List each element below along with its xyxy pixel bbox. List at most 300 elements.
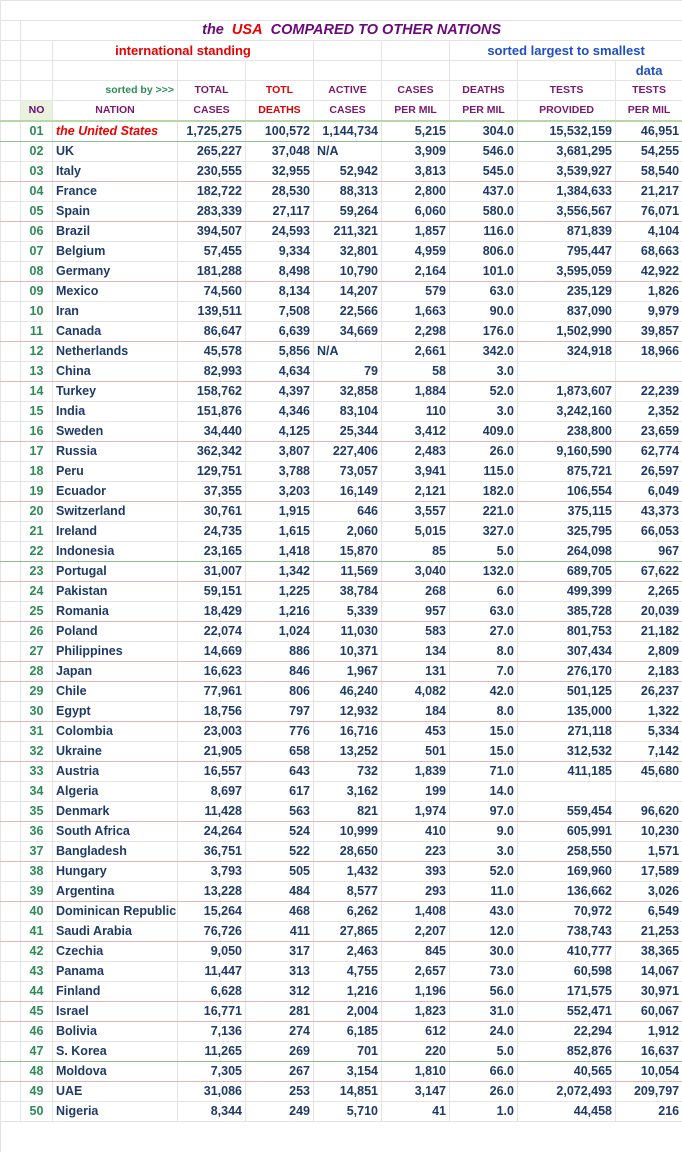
tests-per-mil: 5,334	[616, 722, 682, 742]
total-deaths: 4,346	[246, 402, 314, 422]
blank-cell	[1, 582, 21, 602]
tests-per-mil: 26,597	[616, 462, 682, 482]
deaths-per-mil: 101.0	[450, 262, 518, 282]
blank-cell	[1, 882, 21, 902]
active-cases: 10,371	[314, 642, 382, 662]
total-cases: 283,339	[178, 202, 246, 222]
total-cases: 24,264	[178, 822, 246, 842]
row-number: 09	[21, 282, 53, 302]
active-cases: 13,252	[314, 742, 382, 762]
total-cases: 18,756	[178, 702, 246, 722]
total-cases: 1,725,275	[178, 121, 246, 142]
total-deaths: 317	[246, 942, 314, 962]
total-deaths: 1,915	[246, 502, 314, 522]
deaths-per-mil: 132.0	[450, 562, 518, 582]
blank-cell	[1, 162, 21, 182]
tests-provided: 871,839	[518, 222, 616, 242]
cases-per-mil: 134	[382, 642, 450, 662]
cases-per-mil: 1,974	[382, 802, 450, 822]
header-cases: CASES	[382, 81, 450, 101]
row-number: 11	[21, 322, 53, 342]
table-row	[1, 902, 682, 922]
total-cases: 45,578	[178, 342, 246, 362]
blank-cell	[1, 342, 21, 362]
tests-per-mil: 18,966	[616, 342, 682, 362]
tests-provided: 258,550	[518, 842, 616, 862]
table-row	[1, 882, 682, 902]
row-number: 28	[21, 662, 53, 682]
tests-provided	[518, 782, 616, 802]
cases-per-mil: 2,298	[382, 322, 450, 342]
row-number: 27	[21, 642, 53, 662]
cases-per-mil: 612	[382, 1022, 450, 1042]
cases-per-mil: 223	[382, 842, 450, 862]
active-cases: 2,463	[314, 942, 382, 962]
nation-name: Italy	[53, 162, 178, 182]
total-cases: 11,265	[178, 1042, 246, 1062]
total-cases: 230,555	[178, 162, 246, 182]
total-cases: 86,647	[178, 322, 246, 342]
deaths-per-mil: 5.0	[450, 542, 518, 562]
total-deaths: 313	[246, 962, 314, 982]
total-deaths: 522	[246, 842, 314, 862]
tests-per-mil: 9,979	[616, 302, 682, 322]
active-cases: 227,406	[314, 442, 382, 462]
blank-cell	[1, 902, 21, 922]
nation-name: Bolivia	[53, 1022, 178, 1042]
blank-cell	[1, 222, 21, 242]
row-number: 17	[21, 442, 53, 462]
blank-cell	[1, 762, 21, 782]
table-row	[1, 662, 682, 682]
tests-per-mil: 10,230	[616, 822, 682, 842]
blank-cell	[1, 682, 21, 702]
tests-per-mil: 2,352	[616, 402, 682, 422]
table-row	[1, 462, 682, 482]
tests-per-mil: 17,589	[616, 862, 682, 882]
active-cases: 73,057	[314, 462, 382, 482]
cases-per-mil: 3,412	[382, 422, 450, 442]
tests-per-mil: 2,183	[616, 662, 682, 682]
total-cases: 31,086	[178, 1082, 246, 1102]
table-row	[1, 842, 682, 862]
nation-name: Denmark	[53, 802, 178, 822]
nation-name: Spain	[53, 202, 178, 222]
total-cases: 36,751	[178, 842, 246, 862]
tests-provided: 1,873,607	[518, 382, 616, 402]
row-number: 41	[21, 922, 53, 942]
header-deaths: DEATHS	[246, 101, 314, 122]
active-cases: 2,060	[314, 522, 382, 542]
cases-per-mil: 1,857	[382, 222, 450, 242]
table-row	[1, 121, 682, 142]
active-cases: 34,669	[314, 322, 382, 342]
tests-provided: 411,185	[518, 762, 616, 782]
tests-per-mil: 66,053	[616, 522, 682, 542]
total-deaths: 886	[246, 642, 314, 662]
tests-provided: 235,129	[518, 282, 616, 302]
blank-row	[1, 1, 682, 21]
tests-provided: 70,972	[518, 902, 616, 922]
row-number: 50	[21, 1102, 53, 1122]
row-number: 37	[21, 842, 53, 862]
table-row	[1, 322, 682, 342]
deaths-per-mil: 342.0	[450, 342, 518, 362]
total-cases: 394,507	[178, 222, 246, 242]
cases-per-mil: 453	[382, 722, 450, 742]
nation-name: UK	[53, 142, 178, 162]
total-deaths: 643	[246, 762, 314, 782]
total-cases: 18,429	[178, 602, 246, 622]
row-number: 13	[21, 362, 53, 382]
cases-per-mil: 3,813	[382, 162, 450, 182]
table-row	[1, 202, 682, 222]
total-deaths: 267	[246, 1062, 314, 1082]
table-row	[1, 182, 682, 202]
active-cases: N/A	[314, 142, 382, 162]
title-row	[1, 21, 682, 41]
row-number: 24	[21, 582, 53, 602]
active-cases: 83,104	[314, 402, 382, 422]
table-row	[1, 922, 682, 942]
deaths-per-mil: 14.0	[450, 782, 518, 802]
cases-per-mil: 4,959	[382, 242, 450, 262]
header-tests-2: TESTS	[616, 81, 682, 101]
nation-name: Moldova	[53, 1062, 178, 1082]
deaths-per-mil: 409.0	[450, 422, 518, 442]
row-number: 18	[21, 462, 53, 482]
active-cases: 1,144,734	[314, 121, 382, 142]
tests-provided: 169,960	[518, 862, 616, 882]
table-row	[1, 982, 682, 1002]
tests-per-mil: 10,054	[616, 1062, 682, 1082]
active-cases: 38,784	[314, 582, 382, 602]
cases-per-mil: 268	[382, 582, 450, 602]
total-deaths: 1,216	[246, 602, 314, 622]
table-row	[1, 262, 682, 282]
deaths-per-mil: 66.0	[450, 1062, 518, 1082]
row-number: 08	[21, 262, 53, 282]
header-active-cases: CASES	[314, 101, 382, 122]
total-cases: 129,751	[178, 462, 246, 482]
total-deaths: 3,807	[246, 442, 314, 462]
row-number: 02	[21, 142, 53, 162]
deaths-per-mil: 580.0	[450, 202, 518, 222]
blank-cell	[1, 1002, 21, 1022]
cases-per-mil: 110	[382, 402, 450, 422]
tests-provided: 689,705	[518, 562, 616, 582]
nation-name: Ukraine	[53, 742, 178, 762]
table-row	[1, 302, 682, 322]
deaths-per-mil: 116.0	[450, 222, 518, 242]
blank-cell	[1, 442, 21, 462]
blank-cell	[1, 962, 21, 982]
row-number: 01	[21, 121, 53, 142]
deaths-per-mil: 12.0	[450, 922, 518, 942]
cases-per-mil: 85	[382, 542, 450, 562]
total-deaths: 6,639	[246, 322, 314, 342]
tests-per-mil: 20,039	[616, 602, 682, 622]
tests-provided: 3,242,160	[518, 402, 616, 422]
deaths-per-mil: 97.0	[450, 802, 518, 822]
active-cases: 32,801	[314, 242, 382, 262]
tests-per-mil: 16,637	[616, 1042, 682, 1062]
tests-per-mil: 68,663	[616, 242, 682, 262]
active-cases: 3,162	[314, 782, 382, 802]
row-number: 25	[21, 602, 53, 622]
deaths-per-mil: 5.0	[450, 1042, 518, 1062]
table-row	[1, 1022, 682, 1042]
tests-provided: 307,434	[518, 642, 616, 662]
tests-provided: 40,565	[518, 1062, 616, 1082]
tests-per-mil: 1,826	[616, 282, 682, 302]
table-row	[1, 1002, 682, 1022]
total-deaths: 658	[246, 742, 314, 762]
total-cases: 8,697	[178, 782, 246, 802]
cases-per-mil: 199	[382, 782, 450, 802]
total-cases: 77,961	[178, 682, 246, 702]
tests-per-mil	[616, 362, 682, 382]
active-cases: 32,858	[314, 382, 382, 402]
nation-name: Saudi Arabia	[53, 922, 178, 942]
total-deaths: 8,134	[246, 282, 314, 302]
table-row	[1, 162, 682, 182]
tests-provided: 22,294	[518, 1022, 616, 1042]
tests-provided: 312,532	[518, 742, 616, 762]
total-deaths: 9,334	[246, 242, 314, 262]
tests-provided: 385,728	[518, 602, 616, 622]
total-cases: 181,288	[178, 262, 246, 282]
total-deaths: 5,856	[246, 342, 314, 362]
total-cases: 11,447	[178, 962, 246, 982]
title-prefix: the	[202, 22, 224, 38]
row-number: 23	[21, 562, 53, 582]
total-deaths: 505	[246, 862, 314, 882]
total-deaths: 1,225	[246, 582, 314, 602]
cases-per-mil: 5,215	[382, 121, 450, 142]
blank-cell	[1, 1062, 21, 1082]
table-row	[1, 442, 682, 462]
tests-provided: 271,118	[518, 722, 616, 742]
cases-per-mil: 3,909	[382, 142, 450, 162]
tests-per-mil: 60,067	[616, 1002, 682, 1022]
total-deaths: 1,024	[246, 622, 314, 642]
total-deaths: 4,634	[246, 362, 314, 382]
tests-provided: 136,662	[518, 882, 616, 902]
table-row	[1, 402, 682, 422]
cases-per-mil: 58	[382, 362, 450, 382]
active-cases: 1,432	[314, 862, 382, 882]
total-cases: 30,761	[178, 502, 246, 522]
nation-name: Pakistan	[53, 582, 178, 602]
cases-per-mil: 2,207	[382, 922, 450, 942]
tests-provided: 605,991	[518, 822, 616, 842]
nation-name: France	[53, 182, 178, 202]
total-deaths: 797	[246, 702, 314, 722]
active-cases: 5,710	[314, 1102, 382, 1122]
row-number: 06	[21, 222, 53, 242]
tests-provided: 410,777	[518, 942, 616, 962]
total-deaths: 281	[246, 1002, 314, 1022]
table-row	[1, 682, 682, 702]
active-cases: 4,755	[314, 962, 382, 982]
cases-per-mil: 2,661	[382, 342, 450, 362]
cases-per-mil: 2,121	[382, 482, 450, 502]
tests-per-mil: 26,237	[616, 682, 682, 702]
total-deaths: 4,397	[246, 382, 314, 402]
total-deaths: 1,418	[246, 542, 314, 562]
active-cases: 11,569	[314, 562, 382, 582]
tests-per-mil: 58,540	[616, 162, 682, 182]
tests-per-mil: 7,142	[616, 742, 682, 762]
header-totl: TOTL	[246, 81, 314, 101]
page-title	[21, 21, 682, 41]
tests-provided: 44,458	[518, 1102, 616, 1122]
blank-cell	[1, 402, 21, 422]
total-cases: 265,227	[178, 142, 246, 162]
total-cases: 16,771	[178, 1002, 246, 1022]
nation-name: the United States	[53, 121, 178, 142]
nation-name: Netherlands	[53, 342, 178, 362]
total-deaths: 524	[246, 822, 314, 842]
nation-name: Philippines	[53, 642, 178, 662]
total-deaths: 32,955	[246, 162, 314, 182]
nation-name: Belgium	[53, 242, 178, 262]
row-number: 47	[21, 1042, 53, 1062]
tests-provided: 3,539,927	[518, 162, 616, 182]
blank-cell	[1, 702, 21, 722]
tests-provided: 325,795	[518, 522, 616, 542]
row-number: 49	[21, 1082, 53, 1102]
row-number: 38	[21, 862, 53, 882]
cases-per-mil: 220	[382, 1042, 450, 1062]
subtitle-international-standing: international standing	[53, 41, 314, 61]
nation-name: India	[53, 402, 178, 422]
tests-provided: 276,170	[518, 662, 616, 682]
total-cases: 31,007	[178, 562, 246, 582]
data-note-row	[1, 61, 682, 81]
deaths-per-mil: 73.0	[450, 962, 518, 982]
deaths-per-mil: 56.0	[450, 982, 518, 1002]
table-row	[1, 562, 682, 582]
row-number: 07	[21, 242, 53, 262]
blank-cell	[1, 782, 21, 802]
tests-provided: 3,556,567	[518, 202, 616, 222]
row-number: 32	[21, 742, 53, 762]
total-cases: 139,511	[178, 302, 246, 322]
deaths-per-mil: 8.0	[450, 642, 518, 662]
blank-cell	[1, 642, 21, 662]
blank-cell	[1, 802, 21, 822]
table-row	[1, 542, 682, 562]
tests-per-mil: 2,809	[616, 642, 682, 662]
total-deaths: 249	[246, 1102, 314, 1122]
total-cases: 13,228	[178, 882, 246, 902]
active-cases: 15,870	[314, 542, 382, 562]
active-cases: N/A	[314, 342, 382, 362]
tests-provided: 3,681,295	[518, 142, 616, 162]
nation-name: Egypt	[53, 702, 178, 722]
title-usa: USA	[231, 22, 263, 38]
active-cases: 27,865	[314, 922, 382, 942]
tests-per-mil: 1,322	[616, 702, 682, 722]
total-deaths: 1,342	[246, 562, 314, 582]
active-cases: 52,942	[314, 162, 382, 182]
active-cases: 732	[314, 762, 382, 782]
blank-cell	[1, 722, 21, 742]
table-row	[1, 642, 682, 662]
tests-provided: 875,721	[518, 462, 616, 482]
deaths-per-mil: 26.0	[450, 1082, 518, 1102]
nation-name: UAE	[53, 1082, 178, 1102]
header-total: TOTAL	[178, 81, 246, 101]
active-cases: 14,207	[314, 282, 382, 302]
row-number: 36	[21, 822, 53, 842]
active-cases: 88,313	[314, 182, 382, 202]
tests-per-mil: 6,049	[616, 482, 682, 502]
cases-per-mil: 2,164	[382, 262, 450, 282]
total-cases: 3,793	[178, 862, 246, 882]
tests-provided: 1,384,633	[518, 182, 616, 202]
blank-cell	[1, 302, 21, 322]
deaths-per-mil: 221.0	[450, 502, 518, 522]
deaths-per-mil: 1.0	[450, 1102, 518, 1122]
tests-per-mil: 21,217	[616, 182, 682, 202]
blank-cell	[1, 482, 21, 502]
deaths-per-mil: 26.0	[450, 442, 518, 462]
deaths-per-mil: 6.0	[450, 582, 518, 602]
total-deaths: 411	[246, 922, 314, 942]
table-row	[1, 762, 682, 782]
tests-per-mil: 21,182	[616, 622, 682, 642]
cases-per-mil: 3,557	[382, 502, 450, 522]
cases-per-mil: 2,800	[382, 182, 450, 202]
table-row	[1, 222, 682, 242]
blank-cell	[1, 362, 21, 382]
table-row	[1, 622, 682, 642]
header-active: ACTIVE	[314, 81, 382, 101]
total-deaths: 3,203	[246, 482, 314, 502]
active-cases: 12,932	[314, 702, 382, 722]
active-cases: 10,999	[314, 822, 382, 842]
cases-per-mil: 1,839	[382, 762, 450, 782]
active-cases: 25,344	[314, 422, 382, 442]
deaths-per-mil: 7.0	[450, 662, 518, 682]
nation-name: Bangladesh	[53, 842, 178, 862]
tests-provided: 795,447	[518, 242, 616, 262]
row-number: 05	[21, 202, 53, 222]
row-number: 43	[21, 962, 53, 982]
row-number: 46	[21, 1022, 53, 1042]
cases-per-mil: 5,015	[382, 522, 450, 542]
total-deaths: 7,508	[246, 302, 314, 322]
total-cases: 6,628	[178, 982, 246, 1002]
total-cases: 8,344	[178, 1102, 246, 1122]
nation-name: Switzerland	[53, 502, 178, 522]
tests-per-mil	[616, 782, 682, 802]
blank-cell	[1, 202, 21, 222]
cases-per-mil: 1,823	[382, 1002, 450, 1022]
tests-per-mil: 2,265	[616, 582, 682, 602]
tests-provided: 238,800	[518, 422, 616, 442]
deaths-per-mil: 176.0	[450, 322, 518, 342]
blank-cell	[1, 1042, 21, 1062]
table-row	[1, 522, 682, 542]
total-deaths: 27,117	[246, 202, 314, 222]
cases-per-mil: 6,060	[382, 202, 450, 222]
tests-per-mil: 3,026	[616, 882, 682, 902]
table-row	[1, 1042, 682, 1062]
